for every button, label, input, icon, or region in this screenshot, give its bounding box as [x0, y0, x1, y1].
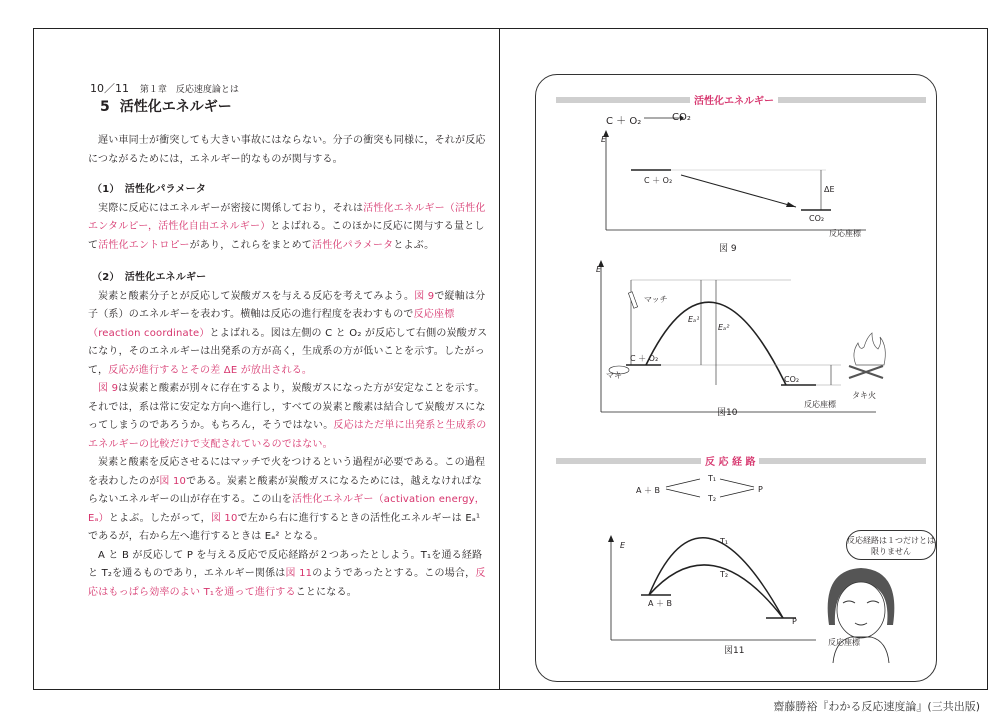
fig10-axis-e: E — [596, 265, 602, 274]
fig11-t1: T₁ — [720, 537, 729, 546]
fig9-caption: 図 9 — [719, 244, 737, 254]
figure-panel — [535, 74, 937, 682]
fig9-axis-x: 反応座標 — [829, 229, 861, 238]
paragraph-1: 実際に反応にはエネルギーが密接に関係しており，それは活性化エネルギー（活性化エンタルピー，活性化自由エネルギー）とよばれる。このほかに反応に関与する量として活性化エントロピーがあり，これらをまとめて活性化パラメータとよぶ。 — [88, 202, 486, 251]
fig10-ea1: Eₐ¹ — [688, 315, 700, 324]
fig9-c-o2: C ＋ O₂ — [644, 176, 673, 185]
fig11-axis-e: E — [620, 541, 626, 550]
scheme-arrows — [664, 475, 759, 501]
equation-rhs: CO₂ — [672, 112, 691, 123]
fig10-c-o2: C ＋ O₂ — [630, 354, 659, 363]
fig10-caption: 図10 — [717, 408, 738, 418]
speech-bubble: 反応経路は１つだけとは限りません — [846, 530, 936, 560]
section-title — [100, 96, 232, 116]
scheme-p: P — [758, 485, 763, 494]
paragraph-3: 図 9は炭素と酸素が別々に存在するより，炭酸ガスになった方が安定なことを示す。それでは，系は常に安定な方向へ進行し，すべての炭素と酸素は結合して炭酸ガスになってしまうのであろうか。もちろん，そうではない。反応はただ単に出発系と生成系のエネルギーの比較だけで支配されているのではない。 — [88, 383, 487, 450]
page-number: 10／11 — [90, 82, 129, 95]
paragraph-5: A と B が反応して P を与える反応で反応経路が２つあったとしよう。T₁を通る経路と T₂を通るものであり，エネルギー関係は図 11のようであったとする。この場合，反応はもっぱら効率のよい T₁を通って進行することになる。 — [88, 549, 486, 598]
fig10-maki: マキ — [606, 371, 622, 380]
running-header — [90, 80, 239, 96]
subheading-1: （1） 活性化パラメータ — [92, 184, 207, 195]
scheme-t2: T₂ — [708, 494, 717, 503]
fig10-ea2: Eₐ² — [718, 323, 730, 332]
fig9-axis-e: E — [601, 135, 607, 144]
figure-11-diagram — [591, 515, 821, 645]
chapter-title: 第１章 反応速度論とは — [139, 85, 239, 95]
equation-lhs: C ＋ O₂ — [606, 116, 642, 127]
image-credit: 齋藤勝裕『わかる反応速度論』(三共出版) — [773, 700, 980, 713]
intro-paragraph: 遅い車同士が衝突しても大きい事故にはならない。分子の衝突も同様に，それが反応につながるためには，エネルギー的なものが関与する。 — [88, 135, 486, 165]
right-page — [499, 28, 988, 690]
fig9-co2: CO₂ — [809, 214, 825, 223]
scheme-ab: A ＋ B — [636, 486, 661, 495]
character-illustration — [821, 565, 901, 665]
paragraph-4: 炭素と酸素を反応させるにはマッチで火をつけるという過程が必要である。この過程を表わしたのが図 10である。炭素と酸素が炭酸ガスになるためには，越えなければならないエネルギーの山が存在する。この山を活性化エネルギー（activation energy，Eₐ）とよぶ。したがって，図 10で左から右に進行するときの活性化エネルギーは Eₐ¹ であるが，右から左へ進行するときは Eₐ² となる。 — [88, 457, 486, 542]
box2-title: 反 応 経 路 — [701, 453, 759, 468]
fig9-delta-e: ΔE — [824, 185, 835, 194]
fig10-co2: CO₂ — [784, 375, 800, 384]
fig11-caption: 図11 — [724, 646, 745, 656]
subheading-2: （2） 活性化エネルギー — [92, 272, 207, 283]
paragraph-2: 炭素と酸素分子とが反応して炭酸ガスを与える反応を考えてみよう。図 9で縦軸は分子（系）のエネルギーを表わす。横軸は反応の進行程度を表わすもので反応座標（reaction coordinate）とよばれる。図は左側の C と O₂ が反応して右側の炭酸ガスになり，そのエネルギーは出発系の方が高く，生成系の方が低いことを示す。したがって，反応が進行するとその差 ΔE が放出される。 — [88, 290, 488, 376]
left-page — [33, 28, 499, 690]
section-number: 5 — [100, 99, 110, 115]
figure-9-diagram — [596, 130, 896, 240]
fig10-takibi: タキ火 — [852, 391, 876, 400]
fig11-axis-x: 反応座標 — [828, 638, 860, 647]
fig10-axis-x: 反応座標 — [804, 400, 836, 409]
fig11-t2: T₂ — [720, 570, 729, 579]
section-heading: 活性化エネルギー — [119, 99, 232, 115]
scheme-t1: T₁ — [708, 474, 717, 483]
fig10-match: マッチ — [644, 295, 668, 304]
fig11-p: P — [792, 617, 797, 626]
box1-title: 活性化エネルギー — [690, 92, 778, 107]
fig11-ab: A ＋ B — [648, 599, 673, 608]
body-text — [88, 132, 488, 602]
